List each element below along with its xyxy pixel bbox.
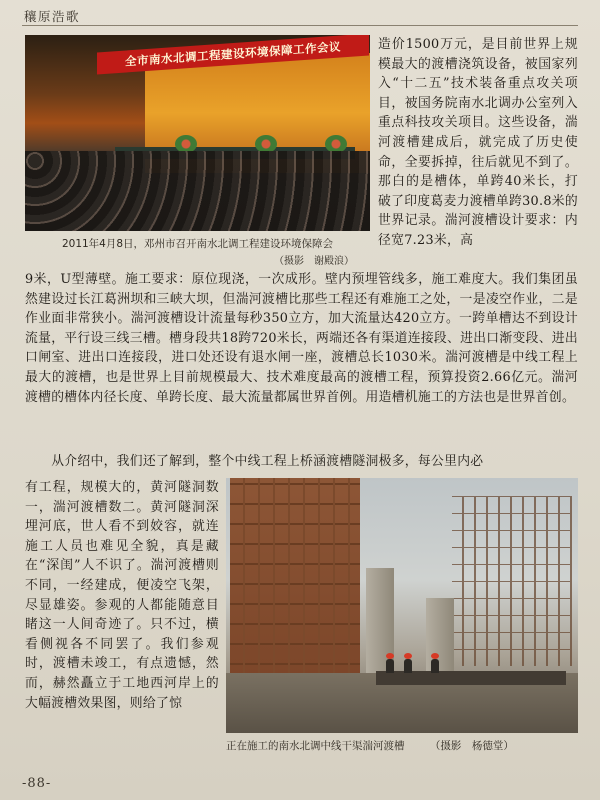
photo1-caption-text: 2011年4月8日，邓州市召开南水北调工程建设环境保障会: [61, 238, 334, 250]
photo2-caption: [226, 738, 578, 754]
audience: [25, 151, 370, 231]
photo2-caption-text: 正在施工的南水北调中线干渠湍河渡槽: [226, 740, 405, 752]
conference-photo: [25, 35, 370, 231]
worker: [386, 659, 394, 673]
section-title: 穰原浩歌: [24, 9, 81, 24]
left-column-text: 有工程，规模大的，黄河隧洞数一，湍河渡槽数二。黄河隧洞深埋河底，世人看不到姣容，就连施工人员也难见全貌，真是藏在“深闺”人不识了。湍河渡槽则不同，一经建成，便凌空飞架，尽显雄姿。参观的人都能随意目睹这一人间奇迹了。只不过，横看侧视各不同罢了。我们参观时，渡槽未竣工，有点遗憾，然而，赫然矗立于工地西河岸上的大幅渡槽效果图，则给了惊: [25, 480, 219, 711]
photo1-credit: （摄影 谢殿浪）: [274, 256, 354, 267]
photo1-caption: [25, 236, 370, 270]
scaffolding: [452, 496, 572, 666]
conference-banner: 全市南水北调工程建设环境保障工作会议: [97, 35, 369, 75]
work-platform: [376, 671, 566, 685]
right-column-text: 造价1500万元，是目前世界上规模最大的渡槽浇筑设备，被国家列入“十二五”技术装备重点攻关项目，被国务院南水北调办公室列入重点科技攻关项目。这些设备，湍河渡槽建成后，就完成了历史使命，全要拆掉，往后就见不到了。那白的是槽体，单跨40米长，打破了印度葛麦力渡槽单跨30.8米的世界记录。湍河渡槽设计要求：内径宽7.23米，高: [378, 37, 578, 248]
page-number: -88-: [22, 776, 52, 791]
scaffolding: [230, 478, 360, 703]
header-divider: [22, 25, 578, 26]
body-paragraph: 9米，U型薄壁。施工要求：原位现浇，一次成形。壁内预埋管线多，施工难度大。我们集团虽然建设过长江葛洲坝和三峡大坝，但湍河渡槽比那些工程还有难施工之处，一是凌空作业，二是作业面非常狭小。湍河渡槽设计流量每秒350立方，加大流量达420立方。一跨单槽达不到设计流量，平行设三线三槽。槽身段共18跨720米长，两端还各有渠道连接段、进出口渐变段、进出口闸室、进出口连接段，进口处还设有退水闸一座，渡槽总长1030米。湍河渡槽是中线工程上最大的渡槽，也是世界上目前规模最大、技术难度最高的渡槽工程，预算投资2.66亿元。湍河渡槽的槽体内径长度、单跨长度、最大流量都属世界首例。用造槽机施工的方法也是世界首创。: [25, 272, 578, 405]
body-paragraph-intro: 从介绍中，我们还了解到，整个中线工程上桥涵渡槽隧洞极多，每公里内必: [25, 454, 484, 469]
photo2-credit: （摄影 杨德堂）: [429, 740, 514, 752]
construction-photo: [226, 478, 578, 733]
worker: [431, 659, 439, 673]
worker: [404, 659, 412, 673]
